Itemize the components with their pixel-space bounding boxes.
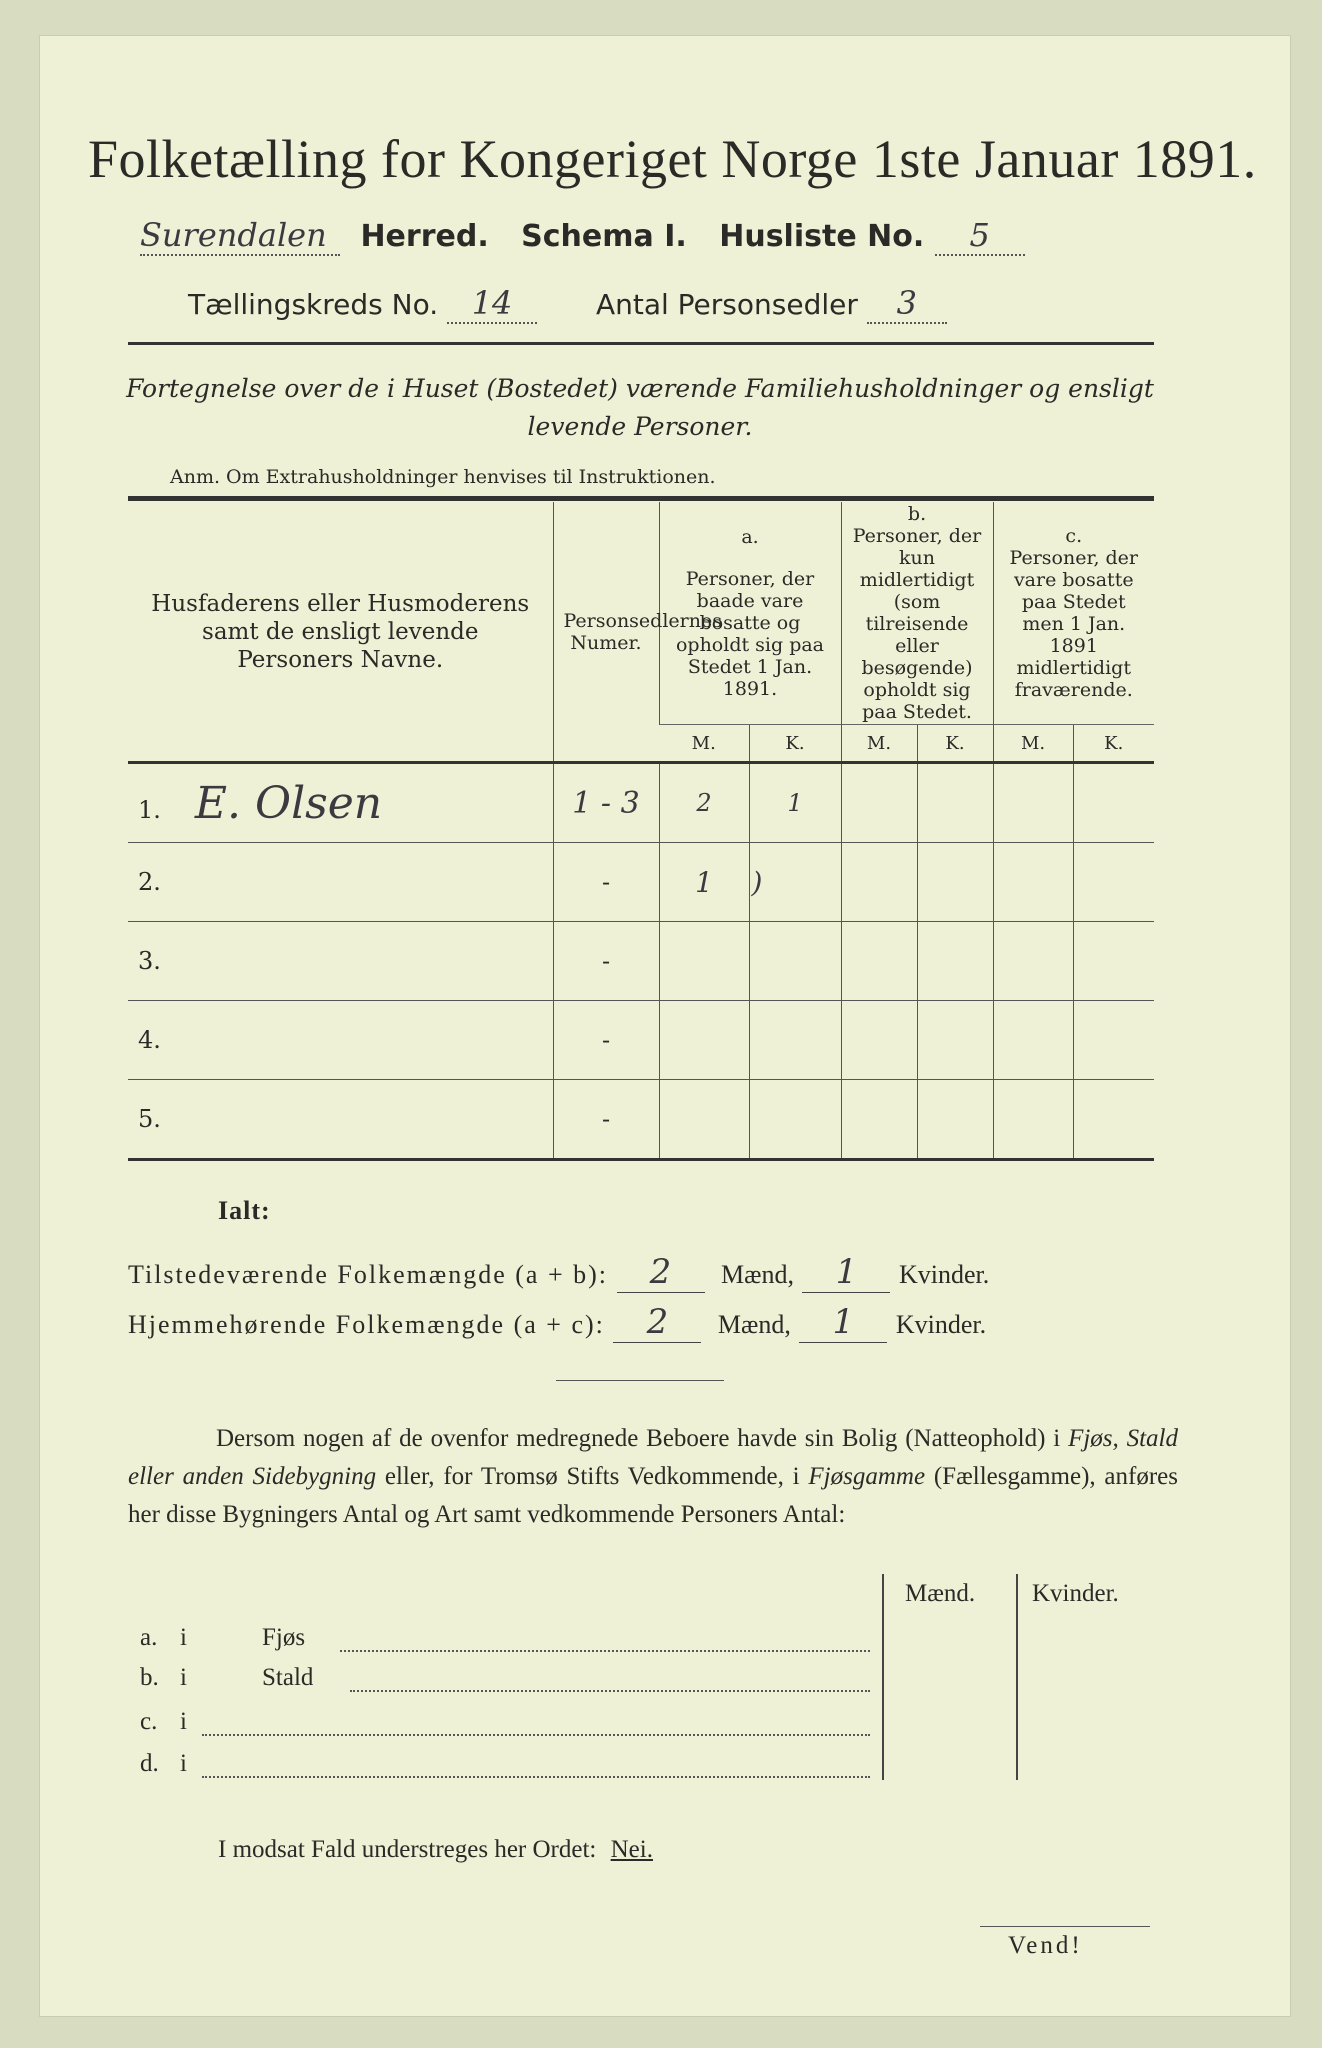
buildings-maend-header: Mænd. [905,1580,976,1607]
hjem-label: Hjemmehørende Folkemængde (a + c): [128,1310,605,1339]
building-row-b: b. i Stald [140,1664,870,1692]
divider [556,1380,724,1381]
row-c-k [1073,922,1154,1001]
row-c-k [1073,1080,1154,1160]
b-k-header: K. [917,725,993,763]
antal-value: 3 [867,284,947,324]
row-num: - [553,843,659,922]
household-table [128,502,1154,1161]
buildings-kvinder-header: Kvinder. [1032,1580,1119,1607]
row-c-m [993,843,1073,922]
tilst-label: Tilstedeværende Folkemængde (a + b): [128,1260,608,1289]
para-text-3: (Fællesgamme), anføres her disse Bygningers Antal og Art samt vedkommende Personers Antal: [128,1463,1179,1528]
row-a-m [659,922,749,1001]
table-top-rule [128,496,1154,501]
row-c-m [993,1080,1073,1160]
note: Anm. Om Extrahusholdninger henvises til Instruktionen. [170,466,716,488]
hjem-maend: Mænd, [717,1310,791,1339]
herred-label: Herred. [360,219,489,254]
row-c-k [1073,1001,1154,1080]
row-cell-name: 1. E. Olsen [128,763,553,843]
nei-word: Nei. [610,1836,653,1863]
tilst-kvinder: Kvinder. [898,1260,990,1289]
row-b-k [917,843,993,922]
table-row [128,763,1154,843]
c-m-header: M. [993,725,1073,763]
para-em-1: Fjøs, Stald eller anden Sidebygning [128,1425,1178,1490]
hjem-row [128,1302,986,1343]
building-row-a: a. i Fjøs [140,1624,870,1652]
hjem-k: 1 [799,1302,887,1343]
para-text-1: Dersom nogen af de ovenfor medregnede Beboere havde sin Bolig (Natteophold) i [216,1425,1061,1452]
a-m-header: M. [659,725,749,763]
description: Fortegnelse over de i Huset (Bostedet) værende Familiehusholdninger og ensligt levende Personer. [126,374,1154,441]
row-num: - [553,922,659,1001]
table-row [128,1001,1154,1080]
buildings-divider-2 [1016,1574,1018,1780]
row-a-k [749,922,841,1001]
hjem-kvinder: Kvinder. [895,1310,987,1339]
row-b-k [917,922,993,1001]
row-cell-name: 5. [128,1080,553,1160]
para-em-2: Fjøsgamme [808,1463,926,1490]
row-a-k: 1 [749,763,841,843]
c-k-header: K. [1073,725,1154,763]
col-c-header [993,502,1154,725]
kreds-value: 14 [447,284,537,324]
row-a-m: 1 [659,843,749,922]
kreds-label: Tællingskreds No. [188,288,439,321]
col-a-text: Personer, der baade vare bosatte og opholdt sig paa Stedet 1 Jan. 1891. [675,568,825,700]
tilst-m: 2 [617,1252,705,1293]
tilst-row [128,1252,989,1293]
herred-value: Surendalen [140,216,340,256]
row-c-k [1073,843,1154,922]
row-b-m [841,922,917,1001]
row-b-k [917,763,993,843]
row-c-k [1073,763,1154,843]
row-a-k [749,1080,841,1160]
modsat-label: I modsat Fald understreges her Ordet: [218,1836,597,1863]
col-b-header [841,502,993,725]
page-title: Folketælling for Kongeriget Norge 1ste Januar 1891. [88,129,1257,189]
row-b-m [841,763,917,843]
b-m-header: M. [841,725,917,763]
table-row [128,843,1154,922]
household-name: E. Olsen [194,777,383,829]
col-num-header: Personsedlernes Numer. [553,502,659,763]
husliste-value: 5 [935,216,1025,256]
row-b-k [917,1001,993,1080]
row-b-m [841,843,917,922]
buildings-divider-1 [882,1574,884,1780]
instruction-paragraph [128,1420,1178,1534]
col-c-text: Personer, der vare bosatte paa Stedet men 1 Jan. 1891 midlertidigt fraværende. [1009,547,1139,701]
building-row-c: c. i [140,1708,870,1736]
tilst-k: 1 [802,1252,890,1293]
table-row [128,922,1154,1001]
row-num: - [553,1080,659,1160]
header-rule [128,342,1154,345]
vend-label: Vend! [1008,1932,1083,1959]
row-c-m [993,763,1073,843]
row-num: - [553,1001,659,1080]
husliste-label: Husliste No. [719,219,925,254]
row-b-k [917,1080,993,1160]
a-k-header: K. [749,725,841,763]
col-b-letter: b. [907,503,927,525]
antal-label: Antal Personsedler [595,288,858,321]
para-text-2: eller, for Tromsø Stifts Vedkommende, i [384,1463,800,1490]
table-header [128,502,1154,725]
row-cell-name: 3. [128,922,553,1001]
col-c-letter: c. [1065,525,1083,547]
tilst-maend: Mænd, [721,1260,794,1289]
row-c-m [993,922,1073,1001]
modsat-row [218,1836,653,1864]
row-cell-name: 2. [128,843,553,922]
col-name-header: Husfaderens eller Husmoderens samt de ensligt levende Personers Navne. [151,590,530,673]
table-row [128,1080,1154,1160]
row-b-m [841,1080,917,1160]
schema-label: Schema I. [521,219,687,254]
building-row-d: d. i [140,1750,870,1778]
ialt-label: Ialt: [218,1196,271,1225]
row-a-k [749,1001,841,1080]
herred-row [140,216,1025,256]
row-num: 1 - 3 [553,763,659,843]
row-a-m [659,1001,749,1080]
vend-rule [980,1926,1150,1927]
row-b-m [841,1001,917,1080]
row-a-k: ) [749,843,841,922]
col-b-text: Personer, der kun midlertidigt (som tilreisende eller besøgende) opholdt sig paa Stedet. [852,525,982,723]
row-c-m [993,1001,1073,1080]
row-a-m [659,1080,749,1160]
hjem-m: 2 [613,1302,701,1343]
col-a-letter: a. [741,526,759,548]
row-a-m: 2 [659,763,749,843]
row-cell-name: 4. [128,1001,553,1080]
kreds-row [188,284,947,324]
